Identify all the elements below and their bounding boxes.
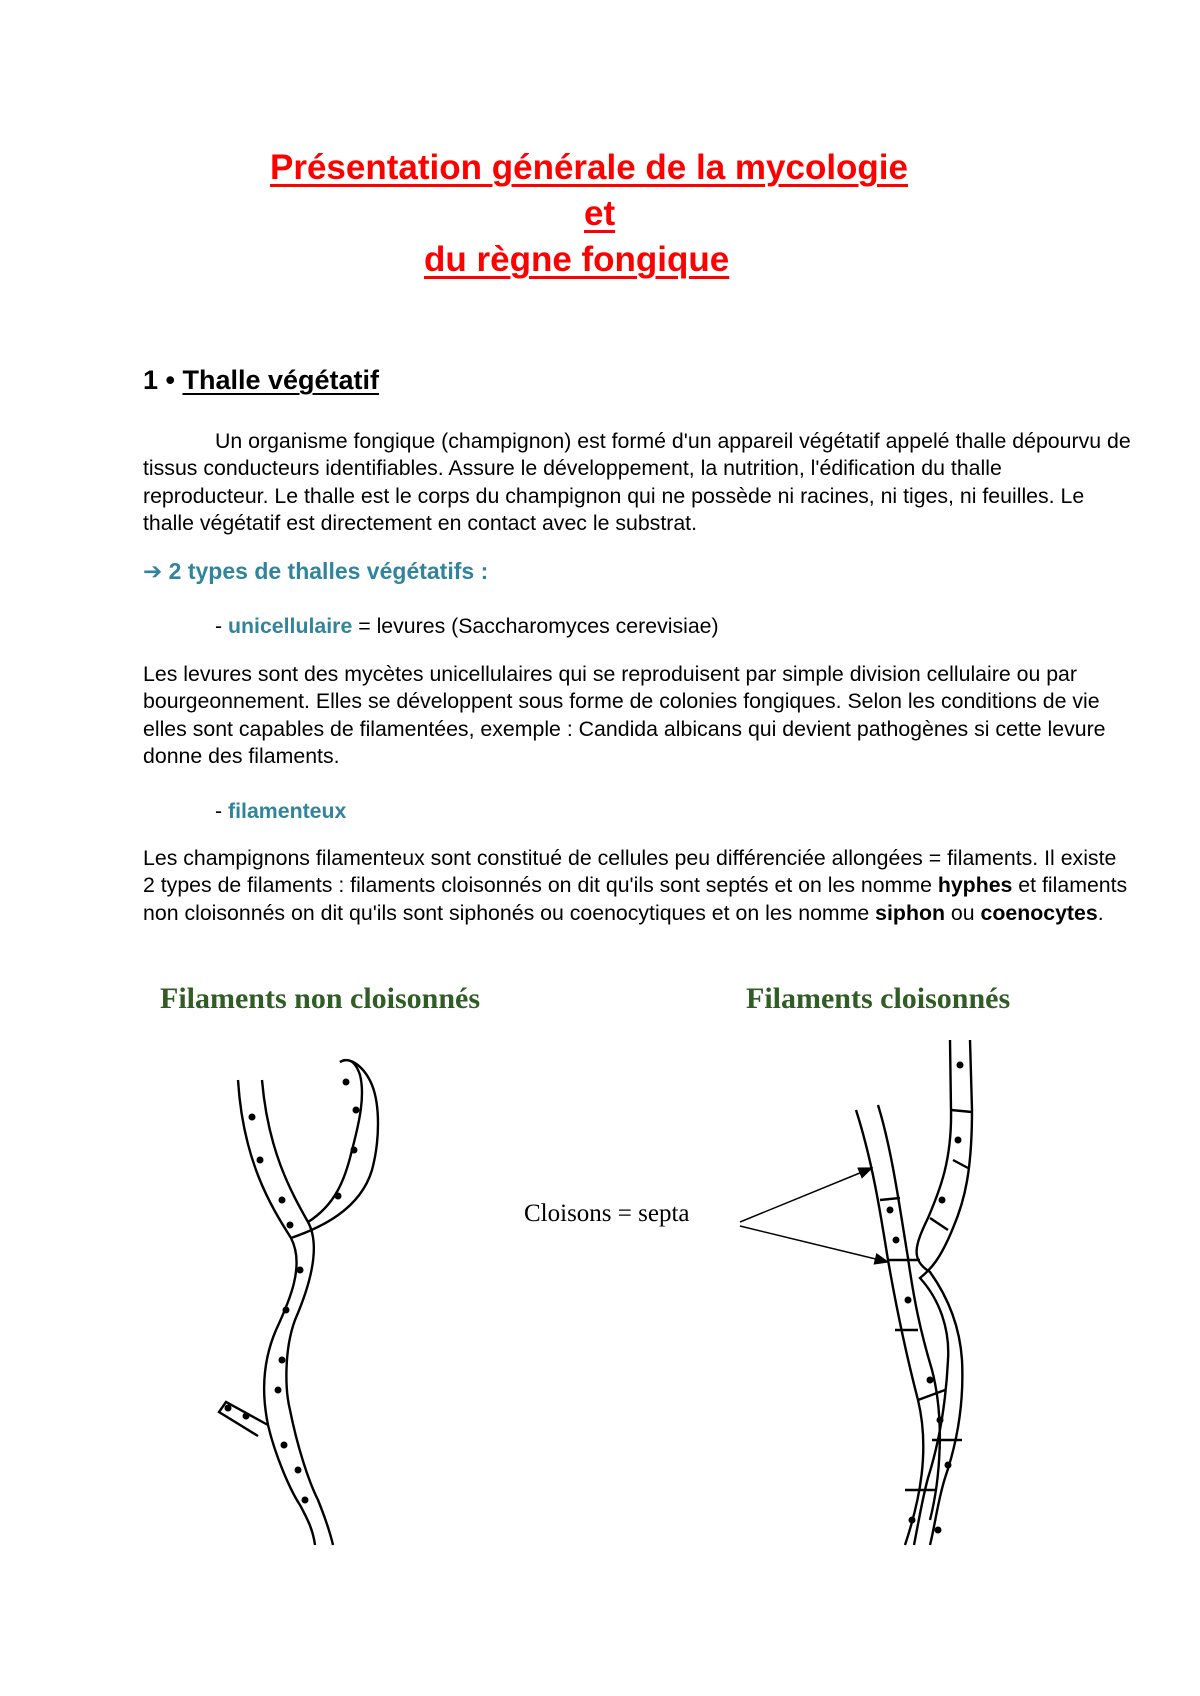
page-title-line-1: Présentation générale de la mycologie	[270, 148, 908, 187]
term-hyphes: hyphes	[937, 873, 1013, 898]
filament-text-4: .	[1097, 900, 1104, 925]
septa-label: Cloisons = septa	[524, 1200, 690, 1227]
filament-text-3: ou	[944, 900, 981, 925]
list-dash: -	[215, 614, 229, 638]
non-septate-figure-title: Filaments non cloisonnés	[160, 982, 481, 1015]
arrow-icon: ➔	[143, 558, 163, 584]
page-title-line-3: du règne fongique	[424, 240, 730, 279]
page-title-line-2: et	[584, 194, 616, 233]
septate-nuclei	[887, 1062, 964, 1534]
yeast-paragraph: Les levures sont des mycètes unicellulaires qui se reproduisent par simple division cellulaire ou par bourgeonnement. Elles se développent sous forme de colonies fongiques. Selon les conditions de vie elles sont capables de filamentées, exemple : Candida albicans qui devient pathogènes si cette levure donne des filaments.	[143, 662, 1106, 769]
septate-filament	[856, 1040, 972, 1545]
filamentous-label: filamenteux	[228, 799, 347, 823]
septa-arrows	[740, 1168, 888, 1262]
section-number: 1 •	[143, 365, 183, 395]
unicellular-label: unicellulaire	[228, 614, 353, 638]
unicellular-definition: = levures (Saccharomyces cerevisiae)	[352, 614, 719, 638]
section-title: Thalle végétatif	[182, 365, 380, 395]
septate-figure-title: Filaments cloisonnés	[746, 982, 1011, 1015]
term-siphon: siphon	[875, 900, 945, 925]
intro-paragraph: Un organisme fongique (champignon) est formé d'un appareil végétatif appelé thalle dépourvu de tissus conducteurs identifiables. Assure le développement, la nutrition, l'édification du thalle reproducteur. Le thalle est le corps du champignon qui ne possède ni racines, ni tiges, ni feuilles. Le thalle végétatif est directement en contact avec le substrat.	[143, 429, 1131, 536]
list-dash: -	[215, 799, 229, 823]
types-heading-text: 2 types de thalles végétatifs :	[162, 558, 489, 584]
filament-text-2: et filaments non cloisonnés on dit qu'ils sont siphonés ou coenocytiques et on les nomme	[143, 873, 1128, 925]
filament-text-1: Les champignons filamenteux sont constitué de cellules peu différenciée allongées = filaments. Il existe 2 types de filaments : filaments cloisonnés on dit qu'ils sont septés et on les nomme	[143, 846, 1117, 898]
term-coenocytes: coenocytes	[980, 900, 1098, 925]
